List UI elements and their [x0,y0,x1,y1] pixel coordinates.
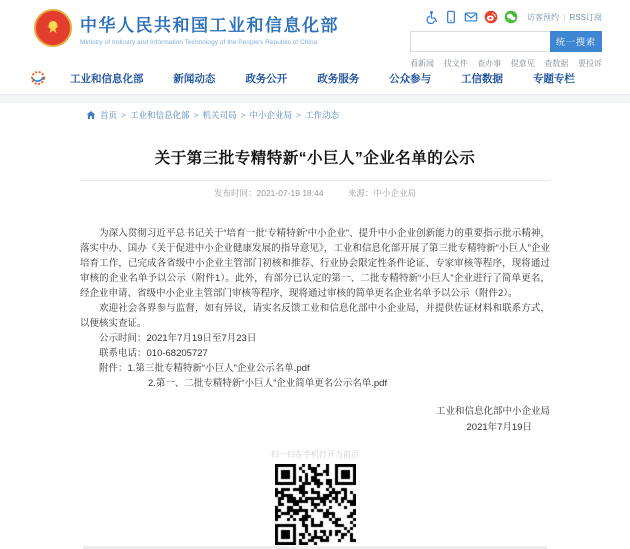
publish-time: 发布时间：2021-07-19 18:44 [213,188,324,198]
nav-item-miit[interactable]: 工业和信息化部 [70,72,144,85]
quick-links [410,58,602,69]
breadcrumb-sme-bureau[interactable]: 中小企业局 [249,110,292,120]
mobile-icon[interactable] [444,10,458,24]
site-title: 中华人民共和国工业和信息化部 [80,15,339,35]
visitor-appointment-link[interactable]: 访客预约 [527,12,559,22]
breadcrumb-work-updates[interactable]: 工作动态 [304,110,339,120]
breadcrumb-bureaus[interactable]: 机关司局 [202,110,237,120]
quick-link-complaint[interactable]: 要投诉 [577,59,602,68]
mail-icon[interactable] [464,10,478,24]
breadcrumb-separator: > [121,110,126,120]
quick-link-services[interactable]: 查办事 [477,59,502,68]
link-divider: | [563,12,566,22]
qr-code [275,464,356,545]
nav-item-disclosure[interactable]: 政务公开 [245,72,288,85]
article-source: 来源：中小企业局 [347,188,416,198]
signature-org: 工业和信息化部中小企业局 [435,406,550,417]
paragraph: 欢迎社会各界参与监督，如有异议，请实名反馈工业和信息化部中小企业局，并提供佐证材料和联系方式，以便核实查证。 [80,303,550,329]
attachment-link-1[interactable]: 附件：1.第三批专精特新“小巨人”企业公示名单.pdf [99,363,310,374]
quick-link-files[interactable]: 找文件 [443,59,468,68]
home-icon [86,110,96,120]
quick-link-data[interactable]: 查数据 [544,59,569,68]
breadcrumb-home[interactable]: 首页 [100,110,118,120]
paragraph: 为深入贯彻习近平总书记关于“培育一批‘专精特新’中小企业”、提升中小企业创新能力的重要指示批示精神，落实中办、国办《关于促进中小企业健康发展的指导意见》，工业和信息化部开展了第三批专精特新“小巨人”企业培育工作，已完成各省级中小企业主管部门初核和推荐、行业协会限定性条件论证、专家审核等程序，现将通过审核的企业名单予以公示（附件1）。此外，有部分已认定的第一、二批专精特新“小巨人”企业进行了简单更名，经企业申请、省级中小企业主管部门审核等程序，现将通过审核的简单更名企业名单予以公示（附件2）。 [80,228,550,299]
search-button[interactable]: 统一搜索 [550,31,602,52]
search-input[interactable] [410,31,550,52]
accessibility-icon[interactable] [424,10,438,24]
breadcrumb-separator: > [193,110,199,120]
signature-date: 2021年7月19日 [466,422,532,433]
nav-item-news[interactable]: 新闻动态 [173,72,216,85]
section-divider [0,95,630,103]
qr-caption: 扫一扫在手机打开当前页 [271,450,359,459]
breadcrumb-separator: > [295,110,301,120]
page-title: 关于第三批专精特新“小巨人”企业名单的公示 [154,150,476,167]
qr-block [80,449,550,545]
breadcrumb-miit[interactable]: 工业和信息化部 [129,110,190,120]
nav-item-special[interactable]: 专题专栏 [532,72,575,85]
contact-phone: 联系电话：010-68205727 [99,348,208,359]
article [80,146,550,545]
nav-item-participation[interactable]: 公众参与 [389,72,432,85]
article-meta [80,181,550,205]
gov-site-logo-icon [30,70,46,86]
national-emblem-icon: ★ [34,9,72,47]
signature-block [80,404,550,436]
article-body [80,226,550,391]
site-brand [34,9,339,47]
site-header [0,0,630,68]
quick-link-news[interactable]: 看新闻 [410,59,434,68]
quick-link-suggest[interactable]: 提意见 [510,59,535,68]
attachment-link-2[interactable]: 2.第一、二批专精特新“小巨人”企业简单更名公示名单.pdf [148,378,388,389]
site-subtitle: Ministry of Industry and Information Technology of the People's Republic of China [80,38,318,46]
rss-link[interactable]: RSS订阅 [569,12,602,22]
nav-item-services[interactable]: 政务服务 [317,72,360,85]
breadcrumb-separator: > [240,110,246,120]
nav-item-data[interactable]: 工信数据 [461,72,504,85]
weibo-icon[interactable] [484,10,498,24]
publicity-period: 公示时间：2021年7月19日至7月23日 [99,333,257,344]
wechat-icon[interactable] [504,10,518,24]
breadcrumb [0,103,630,126]
header-utility [410,9,602,69]
